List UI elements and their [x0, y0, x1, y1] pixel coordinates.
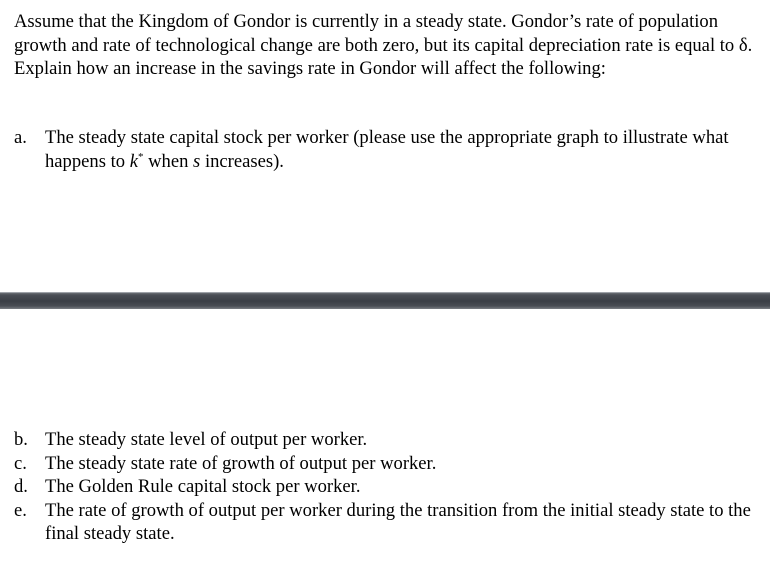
- question-text: The rate of growth of output per worker during the transition from the initial steady state to the final steady state.: [45, 499, 751, 545]
- question-letter: c.: [14, 452, 27, 474]
- section-divider-bar: [0, 292, 770, 309]
- question-letter: d.: [14, 476, 28, 498]
- question-list-part-2: [14, 428, 759, 546]
- question-text: The steady state level of output per worker.: [45, 429, 368, 450]
- question-item-e: [14, 499, 759, 546]
- question-letter: a.: [14, 127, 27, 148]
- question-text-before: The steady state capital stock per worker (please use the appropriate graph to illustrate what happens to: [45, 127, 729, 172]
- variable-k-superscript: *: [137, 150, 144, 163]
- question-item-a: [14, 126, 759, 173]
- variable-k: k: [129, 150, 138, 172]
- question-text: The Golden Rule capital stock per worker.: [45, 476, 361, 498]
- intro-paragraph: Assume that the Kingdom of Gondor is currently in a steady state. Gondor’s rate of population growth and rate of technological change are both zero, but its capital depreciation rate is equal to δ. Explain how an increase in the savings rate in Gondor will affect the following:: [14, 11, 753, 80]
- question-letter: b.: [14, 429, 28, 450]
- question-list-part-1: [14, 126, 759, 173]
- question-item-d: [14, 475, 759, 499]
- question-text-after: increases).: [200, 150, 284, 172]
- question-item-b: [14, 428, 759, 452]
- question-text: [45, 126, 759, 173]
- question-item-c: [14, 452, 759, 476]
- question-letter: e.: [14, 499, 27, 521]
- variable-s: s: [193, 150, 201, 172]
- question-text-mid: when: [143, 150, 194, 172]
- question-text: The steady state rate of growth of output per worker.: [45, 452, 437, 474]
